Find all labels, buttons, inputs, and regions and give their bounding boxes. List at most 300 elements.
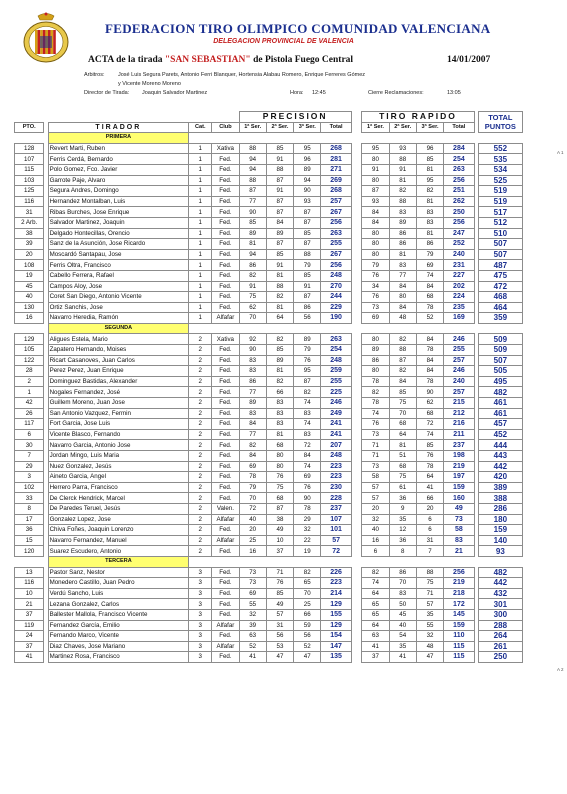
cell-rap-ser3: 84 — [416, 355, 443, 366]
table-row — [15, 398, 555, 409]
cell-rap-ser1: 6 — [362, 546, 389, 557]
cell-prec-ser3: 85 — [294, 228, 321, 239]
cell-pto: 125 — [15, 186, 44, 197]
cell-prec-ser3: 76 — [294, 482, 321, 493]
cell-club: Fed. — [212, 419, 239, 430]
cell-tirador: Zapatero Hernando, Moises — [48, 345, 189, 356]
cell-tirador: Diaz Chaves, Jose Mariano — [48, 641, 189, 652]
cell-rap-total: 246 — [444, 366, 474, 377]
cell-total-puntos: 442 — [478, 578, 522, 589]
cell-prec-ser2: 76 — [266, 472, 293, 483]
cell-cat: 1 — [189, 302, 212, 313]
cell-rap-total: 169 — [444, 313, 474, 324]
col-prec-ser2: 2ª Ser. — [266, 122, 293, 133]
cell-tirador: Ballester Mallola, Francisco Vicente — [48, 609, 189, 620]
cell-total-puntos: 288 — [478, 620, 522, 631]
cell-total-puntos: 507 — [478, 249, 522, 260]
cell-cat: 1 — [189, 175, 212, 186]
cell-rap-ser1: 34 — [362, 281, 389, 292]
cell-pto: 20 — [15, 249, 44, 260]
cell-prec-ser2: 88 — [266, 164, 293, 175]
cell-club: Fed. — [212, 440, 239, 451]
cell-rap-ser2: 64 — [389, 429, 416, 440]
cell-rap-ser2: 86 — [389, 567, 416, 578]
cell-rap-ser2: 83 — [389, 260, 416, 271]
cell-rap-ser3: 86 — [416, 239, 443, 250]
cell-prec-ser3: 87 — [294, 207, 321, 218]
cell-total-puntos: 443 — [478, 451, 522, 462]
cell-prec-ser3: 76 — [294, 355, 321, 366]
cell-total-puntos: 388 — [478, 493, 522, 504]
cell-tirador: Vicente Blasco, Fernando — [48, 429, 189, 440]
cell-prec-ser1: 39 — [239, 620, 266, 631]
cell-pto: 21 — [15, 599, 44, 610]
cell-rap-ser1: 76 — [362, 292, 389, 303]
cell-total-puntos: 552 — [478, 143, 522, 154]
cell-prec-ser2: 87 — [266, 196, 293, 207]
cell-prec-total: 246 — [321, 398, 351, 409]
cell-rap-ser2: 35 — [389, 641, 416, 652]
cell-rap-ser1: 57 — [362, 493, 389, 504]
table-row — [15, 164, 555, 175]
cell-pto: 2 Arb. — [15, 217, 44, 228]
cell-rap-ser3: 72 — [416, 419, 443, 430]
cell-prec-ser3: 32 — [294, 525, 321, 536]
cell-rap-ser1: 84 — [362, 217, 389, 228]
cell-rap-ser2: 88 — [389, 345, 416, 356]
cell-tirador: Fernandez García, Emilio — [48, 620, 189, 631]
cell-rap-total: 219 — [444, 578, 474, 589]
cell-prec-ser2: 83 — [266, 408, 293, 419]
cell-pto: 108 — [15, 260, 44, 271]
cell-prec-ser1: 72 — [239, 503, 266, 514]
cell-prec-ser1: 63 — [239, 631, 266, 642]
cell-rap-ser3: 78 — [416, 376, 443, 387]
cell-cat: 2 — [189, 440, 212, 451]
cell-rap-ser2: 83 — [389, 588, 416, 599]
cell-prec-ser2: 89 — [266, 355, 293, 366]
cell-rap-ser3: 74 — [416, 429, 443, 440]
cell-prec-ser3: 89 — [294, 334, 321, 345]
cell-prec-ser2: 81 — [266, 302, 293, 313]
cell-rap-ser1: 16 — [362, 535, 389, 546]
cell-tirador: Perez Perez, Juan Enrique — [48, 366, 189, 377]
col-rap-ser1: 1ª Ser. — [362, 122, 389, 133]
cell-prec-ser2: 37 — [266, 546, 293, 557]
cell-pto: 119 — [15, 620, 44, 631]
cell-total-puntos: 180 — [478, 514, 522, 525]
cell-prec-ser3: 90 — [294, 493, 321, 504]
cell-rap-total: 284 — [444, 143, 474, 154]
cell-total-puntos: 432 — [478, 588, 522, 599]
cell-total-puntos: 482 — [478, 387, 522, 398]
cell-club: Fed. — [212, 472, 239, 483]
cell-total-puntos: 509 — [478, 334, 522, 345]
cell-prec-ser1: 91 — [239, 281, 266, 292]
cell-rap-ser2: 87 — [389, 355, 416, 366]
cell-rap-ser1: 80 — [362, 228, 389, 239]
cell-rap-total: 159 — [444, 620, 474, 631]
table-row — [15, 154, 555, 165]
cell-rap-ser1: 93 — [362, 196, 389, 207]
cell-rap-total: 257 — [444, 355, 474, 366]
cell-prec-ser1: 77 — [239, 387, 266, 398]
cell-prec-ser3: 72 — [294, 440, 321, 451]
cell-rap-ser3: 64 — [416, 472, 443, 483]
cell-pto: 19 — [15, 270, 44, 281]
cell-rap-ser2: 83 — [389, 207, 416, 218]
cell-rap-ser3: 66 — [416, 493, 443, 504]
cell-rap-ser3: 74 — [416, 270, 443, 281]
cell-tirador: Fernando Marco, Vicente — [48, 631, 189, 642]
cell-rap-ser3: 6 — [416, 525, 443, 536]
cell-rap-ser3: 96 — [416, 143, 443, 154]
table-row — [15, 472, 555, 483]
cell-cat: 2 — [189, 376, 212, 387]
cell-prec-total: 249 — [321, 408, 351, 419]
cell-cat: 2 — [189, 514, 212, 525]
cell-prec-ser2: 84 — [266, 217, 293, 228]
cell-prec-total: 241 — [321, 429, 351, 440]
cell-rap-ser3: 47 — [416, 652, 443, 663]
cell-rap-ser1: 69 — [362, 313, 389, 324]
cell-rap-ser1: 82 — [362, 567, 389, 578]
cell-rap-ser2: 82 — [389, 366, 416, 377]
cell-rap-total: 145 — [444, 609, 474, 620]
cell-rap-ser2: 50 — [389, 599, 416, 610]
cell-prec-ser1: 94 — [239, 154, 266, 165]
cell-prec-ser2: 81 — [266, 429, 293, 440]
page-subtitle: DELEGACION PROVINCIAL DE VALENCIA — [213, 38, 354, 45]
cell-club: Fed. — [212, 652, 239, 663]
cell-club: Fed. — [212, 281, 239, 292]
cell-prec-ser1: 88 — [239, 175, 266, 186]
cell-rap-ser2: 86 — [389, 228, 416, 239]
cell-rap-ser3: 84 — [416, 334, 443, 345]
table-row — [15, 376, 555, 387]
table-row — [15, 493, 555, 504]
cell-club: Fed. — [212, 164, 239, 175]
cell-prec-ser3: 83 — [294, 408, 321, 419]
cell-cat: 3 — [189, 631, 212, 642]
cell-club: Fed. — [212, 493, 239, 504]
federation-crest-icon — [20, 10, 72, 64]
cell-rap-ser1: 40 — [362, 525, 389, 536]
cell-rap-ser1: 91 — [362, 164, 389, 175]
cell-total-puntos: 517 — [478, 207, 522, 218]
cell-prec-total: 57 — [321, 535, 351, 546]
cell-rap-total: 159 — [444, 482, 474, 493]
cell-rap-ser3: 57 — [416, 599, 443, 610]
cell-cat: 1 — [189, 292, 212, 303]
cell-prec-ser1: 87 — [239, 186, 266, 197]
cell-rap-ser3: 81 — [416, 228, 443, 239]
cell-total-puntos: 512 — [478, 217, 522, 228]
cell-rap-ser3: 69 — [416, 260, 443, 271]
cell-tirador: Chiva Foñes, Joaquin Lorenzo — [48, 525, 189, 536]
cell-club: Fed. — [212, 175, 239, 186]
cell-prec-total: 129 — [321, 599, 351, 610]
cell-prec-total: 254 — [321, 345, 351, 356]
cell-rap-ser2: 77 — [389, 270, 416, 281]
cell-club: Fed. — [212, 525, 239, 536]
cell-total-puntos: 519 — [478, 186, 522, 197]
cell-prec-ser3: 69 — [294, 472, 321, 483]
table-row — [15, 292, 555, 303]
cell-prec-ser1: 16 — [239, 546, 266, 557]
cell-rap-ser1: 84 — [362, 207, 389, 218]
cell-tirador: Cabello Ferrera, Rafael — [48, 270, 189, 281]
cell-club: Fed. — [212, 186, 239, 197]
cell-rap-total: 255 — [444, 345, 474, 356]
cell-rap-ser3: 88 — [416, 567, 443, 578]
cell-total-puntos: 264 — [478, 631, 522, 642]
cell-tirador: Polo Gomez, Fco. Javier — [48, 164, 189, 175]
cell-prec-ser1: 84 — [239, 419, 266, 430]
cell-rap-ser2: 91 — [389, 164, 416, 175]
cell-club: Fed. — [212, 228, 239, 239]
cell-tirador: De Paredes Teruel, Jesús — [48, 503, 189, 514]
cell-club: Fed. — [212, 355, 239, 366]
cell-rap-ser1: 64 — [362, 588, 389, 599]
table-row — [15, 217, 555, 228]
cell-pto: 6 — [15, 429, 44, 440]
table-row — [15, 355, 555, 366]
cell-rap-ser3: 78 — [416, 302, 443, 313]
cell-cat: 3 — [189, 578, 212, 589]
cell-cat: 1 — [189, 281, 212, 292]
cell-prec-total: 255 — [321, 376, 351, 387]
cell-club: Alfafar — [212, 313, 239, 324]
cell-tirador: Nuez Gonzalez, Jesús — [48, 461, 189, 472]
cell-rap-ser2: 88 — [389, 196, 416, 207]
cell-prec-ser1: 55 — [239, 599, 266, 610]
cell-club: Fed. — [212, 567, 239, 578]
table-row — [15, 239, 555, 250]
cell-cat: 1 — [189, 270, 212, 281]
cell-rap-total: 250 — [444, 207, 474, 218]
cell-prec-ser1: 86 — [239, 260, 266, 271]
cell-rap-ser3: 35 — [416, 609, 443, 620]
cell-cat: 3 — [189, 609, 212, 620]
cell-pto: 128 — [15, 143, 44, 154]
table-row — [15, 535, 555, 546]
cierre-label: Cierre Reclamaciones: — [368, 90, 424, 96]
cell-pto: 115 — [15, 164, 44, 175]
cell-prec-ser1: 90 — [239, 207, 266, 218]
table-row — [15, 461, 555, 472]
cell-prec-ser2: 91 — [266, 260, 293, 271]
cell-prec-ser3: 94 — [294, 175, 321, 186]
cell-prec-total: 267 — [321, 249, 351, 260]
cell-prec-ser2: 53 — [266, 641, 293, 652]
cell-total-puntos: 444 — [478, 440, 522, 451]
cell-rap-ser2: 85 — [389, 387, 416, 398]
cell-rap-ser1: 71 — [362, 440, 389, 451]
cell-rap-ser1: 64 — [362, 620, 389, 631]
cell-prec-total: 270 — [321, 281, 351, 292]
cell-cat: 1 — [189, 207, 212, 218]
cell-tirador: Ortiz Sanchis, Jose — [48, 302, 189, 313]
table-row — [15, 631, 555, 642]
cell-rap-ser1: 78 — [362, 398, 389, 409]
cell-rap-total: 172 — [444, 599, 474, 610]
cell-pto: 26 — [15, 408, 44, 419]
cell-rap-ser2: 70 — [389, 408, 416, 419]
cell-tirador: Nogales Fernandez, José — [48, 387, 189, 398]
cell-prec-ser1: 69 — [239, 461, 266, 472]
cell-prec-ser3: 87 — [294, 217, 321, 228]
cell-prec-total: 269 — [321, 175, 351, 186]
cell-rap-ser2: 9 — [389, 503, 416, 514]
cell-cat: 2 — [189, 398, 212, 409]
cell-total-puntos: 525 — [478, 175, 522, 186]
cell-prec-ser3: 56 — [294, 631, 321, 642]
cell-cat: 3 — [189, 599, 212, 610]
cell-rap-ser1: 78 — [362, 376, 389, 387]
cell-total-puntos: 461 — [478, 398, 522, 409]
cell-total-puntos: 389 — [478, 482, 522, 493]
cell-rap-ser2: 36 — [389, 493, 416, 504]
cell-cat: 2 — [189, 334, 212, 345]
cell-rap-total: 115 — [444, 652, 474, 663]
cell-prec-ser3: 89 — [294, 164, 321, 175]
cell-prec-total: 155 — [321, 609, 351, 620]
cell-prec-ser1: 90 — [239, 345, 266, 356]
cell-rap-total: 215 — [444, 398, 474, 409]
cell-pto: 37 — [15, 641, 44, 652]
table-row — [15, 641, 555, 652]
cell-tirador: Herrero Parra, Francisco — [48, 482, 189, 493]
cell-prec-ser3: 59 — [294, 620, 321, 631]
cell-cat: 2 — [189, 535, 212, 546]
cell-prec-total: 255 — [321, 239, 351, 250]
cell-total-puntos: 482 — [478, 567, 522, 578]
cell-prec-ser1: 40 — [239, 514, 266, 525]
cell-prec-ser1: 82 — [239, 270, 266, 281]
cell-rap-ser2: 82 — [389, 186, 416, 197]
cell-prec-ser2: 91 — [266, 186, 293, 197]
cell-prec-ser3: 85 — [294, 270, 321, 281]
results-body — [15, 133, 555, 663]
cell-rap-ser3: 78 — [416, 345, 443, 356]
cell-rap-ser2: 75 — [389, 472, 416, 483]
cell-prec-ser3: 29 — [294, 514, 321, 525]
cell-rap-ser1: 74 — [362, 408, 389, 419]
cell-total-puntos: 468 — [478, 292, 522, 303]
cell-club: Fed. — [212, 609, 239, 620]
cell-prec-ser2: 57 — [266, 609, 293, 620]
cell-tirador: Gonzalez Lopez, Jose — [48, 514, 189, 525]
cell-prec-ser3: 65 — [294, 578, 321, 589]
cell-prec-ser3: 95 — [294, 143, 321, 154]
cell-pto: 36 — [15, 525, 44, 536]
cell-prec-ser1: 82 — [239, 440, 266, 451]
cell-rap-ser2: 81 — [389, 440, 416, 451]
cell-cat: 2 — [189, 429, 212, 440]
cell-rap-ser1: 80 — [362, 239, 389, 250]
cell-pto: 45 — [15, 281, 44, 292]
cell-pto: 102 — [15, 482, 44, 493]
cell-total-puntos: 487 — [478, 260, 522, 271]
cell-rap-ser2: 61 — [389, 482, 416, 493]
cell-rap-ser1: 73 — [362, 302, 389, 313]
cell-total-puntos: 250 — [478, 652, 522, 663]
cell-rap-ser1: 65 — [362, 609, 389, 620]
cell-prec-ser2: 31 — [266, 620, 293, 631]
cell-rap-ser2: 8 — [389, 546, 416, 557]
cell-prec-total: 190 — [321, 313, 351, 324]
cell-prec-total: 263 — [321, 334, 351, 345]
cell-prec-ser1: 77 — [239, 429, 266, 440]
cell-pto: 30 — [15, 440, 44, 451]
table-row — [15, 334, 555, 345]
cell-rap-ser2: 36 — [389, 535, 416, 546]
cell-total-puntos: 457 — [478, 419, 522, 430]
cell-rap-ser1: 37 — [362, 652, 389, 663]
director-name: Joaquin Salvador Martinez — [142, 90, 208, 96]
cell-prec-total: 229 — [321, 302, 351, 313]
cell-prec-ser1: 70 — [239, 313, 266, 324]
cell-prec-total: 268 — [321, 186, 351, 197]
cell-rap-ser1: 80 — [362, 366, 389, 377]
arbitros-list-cont: y Vicente Moreno Moreno — [118, 81, 181, 87]
table-row — [15, 408, 555, 419]
acta-event: "SAN SEBASTIAN" — [164, 55, 251, 65]
table-row — [15, 440, 555, 451]
cell-rap-ser2: 75 — [389, 398, 416, 409]
cell-pto: 120 — [15, 546, 44, 557]
cell-total-puntos: 495 — [478, 376, 522, 387]
cell-prec-ser2: 49 — [266, 599, 293, 610]
cell-tirador: Navarro Heredia, Ramón — [48, 313, 189, 324]
side-note-1: A 1 — [557, 150, 564, 155]
cell-tirador: Verdú Sancho, Luis — [48, 588, 189, 599]
precision-header: PRECISION — [239, 112, 351, 123]
cell-prec-ser2: 85 — [266, 143, 293, 154]
section-row — [15, 323, 555, 334]
cell-pto: 116 — [15, 196, 44, 207]
cell-club: Fed. — [212, 461, 239, 472]
cell-rap-total: 202 — [444, 281, 474, 292]
cell-rap-ser3: 55 — [416, 620, 443, 631]
cell-prec-ser3: 66 — [294, 609, 321, 620]
cell-tirador: Guillem Moreno, Juan Jose — [48, 398, 189, 409]
cell-prec-ser3: 87 — [294, 239, 321, 250]
cell-pto: 103 — [15, 175, 44, 186]
cell-total-puntos: 140 — [478, 535, 522, 546]
cell-rap-ser1: 57 — [362, 482, 389, 493]
cell-cat: 2 — [189, 546, 212, 557]
cell-club: Fed. — [212, 260, 239, 271]
col-pto: PTO. — [15, 122, 44, 133]
cell-prec-ser2: 87 — [266, 207, 293, 218]
cell-club: Fed. — [212, 546, 239, 557]
cell-prec-ser1: 20 — [239, 525, 266, 536]
cell-prec-total: 135 — [321, 652, 351, 663]
cell-prec-total: 230 — [321, 482, 351, 493]
side-note-2: A 2 — [557, 667, 564, 672]
cell-prec-ser2: 83 — [266, 419, 293, 430]
cell-tirador: Pastor Sanz, Nestor — [48, 567, 189, 578]
cell-prec-ser3: 74 — [294, 461, 321, 472]
cell-club: Fed. — [212, 376, 239, 387]
col-rap-total: Total — [444, 122, 474, 133]
cell-rap-ser1: 73 — [362, 461, 389, 472]
table-row — [15, 207, 555, 218]
cell-club: Fed. — [212, 578, 239, 589]
cell-cat: 3 — [189, 652, 212, 663]
